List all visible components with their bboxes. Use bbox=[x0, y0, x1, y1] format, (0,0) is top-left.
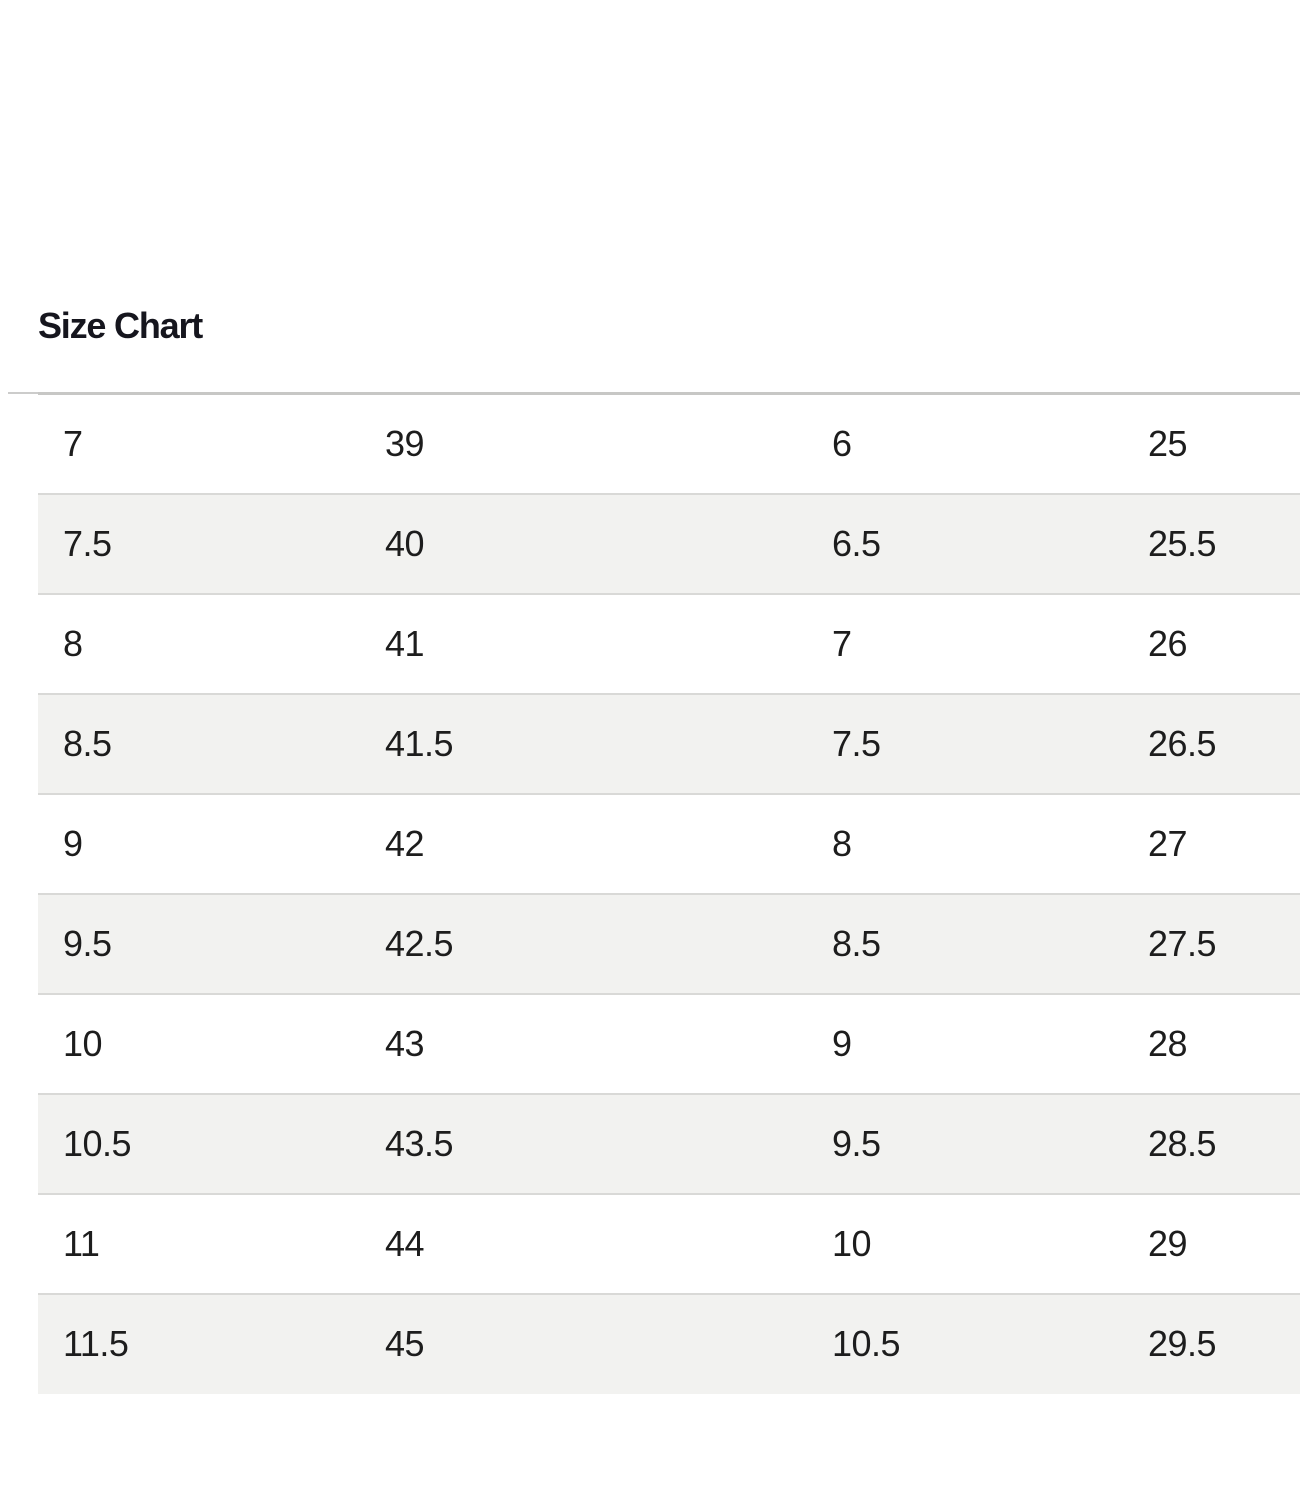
size-cell: 6 bbox=[832, 422, 852, 464]
table-row bbox=[38, 594, 1300, 694]
table-row bbox=[38, 694, 1300, 794]
size-cell: 45 bbox=[385, 1323, 425, 1364]
size-cell: 26.5 bbox=[1148, 722, 1217, 764]
size-cell: 6.5 bbox=[832, 522, 881, 564]
table-row bbox=[38, 1194, 1300, 1294]
table-row bbox=[38, 494, 1300, 594]
table-row bbox=[38, 394, 1300, 494]
size-cell: 27.5 bbox=[1148, 922, 1217, 964]
size-cell: 39 bbox=[385, 422, 425, 464]
size-cell: 8 bbox=[832, 822, 852, 864]
size-cell: 29.5 bbox=[1148, 1323, 1217, 1364]
size-cell: 7 bbox=[63, 422, 83, 464]
size-cell: 7.5 bbox=[832, 722, 881, 764]
size-cell: 43.5 bbox=[385, 1122, 454, 1164]
table-row bbox=[38, 794, 1300, 894]
size-table-body bbox=[38, 394, 1300, 1394]
table-row bbox=[38, 1294, 1300, 1394]
size-cell: 28.5 bbox=[1148, 1122, 1217, 1164]
size-cell: 27 bbox=[1148, 822, 1188, 864]
size-chart-table bbox=[38, 392, 1300, 1394]
size-cell: 7.5 bbox=[63, 522, 112, 564]
table-row bbox=[38, 994, 1300, 1094]
size-cell: 25.5 bbox=[1148, 522, 1217, 564]
size-cell: 29 bbox=[1148, 1222, 1188, 1264]
size-cell: 9 bbox=[63, 822, 83, 864]
size-cell: 9.5 bbox=[832, 1122, 881, 1164]
table-row bbox=[38, 1094, 1300, 1194]
size-cell: 44 bbox=[385, 1222, 425, 1264]
size-cell: 41 bbox=[385, 622, 425, 664]
size-cell: 41.5 bbox=[385, 722, 454, 764]
size-cell: 9.5 bbox=[63, 922, 112, 964]
section-title: Size Chart bbox=[38, 305, 203, 346]
size-cell: 43 bbox=[385, 1022, 425, 1064]
size-cell: 28 bbox=[1148, 1022, 1188, 1064]
size-cell: 8.5 bbox=[63, 722, 112, 764]
size-cell: 11.5 bbox=[63, 1323, 129, 1364]
table-row bbox=[38, 894, 1300, 994]
size-cell: 10.5 bbox=[832, 1323, 901, 1364]
size-cell: 10 bbox=[63, 1022, 103, 1064]
size-cell: 25 bbox=[1148, 422, 1188, 464]
size-cell: 8.5 bbox=[832, 922, 881, 964]
size-cell: 7 bbox=[832, 622, 852, 664]
size-cell: 10.5 bbox=[63, 1122, 132, 1164]
size-cell: 9 bbox=[832, 1022, 852, 1064]
size-cell: 10 bbox=[832, 1222, 872, 1264]
size-cell: 40 bbox=[385, 522, 425, 564]
size-cell: 26 bbox=[1148, 622, 1188, 664]
size-cell: 8 bbox=[63, 622, 83, 664]
size-cell: 42.5 bbox=[385, 922, 454, 964]
size-cell: 42 bbox=[385, 822, 425, 864]
size-cell: 11 bbox=[63, 1222, 100, 1264]
